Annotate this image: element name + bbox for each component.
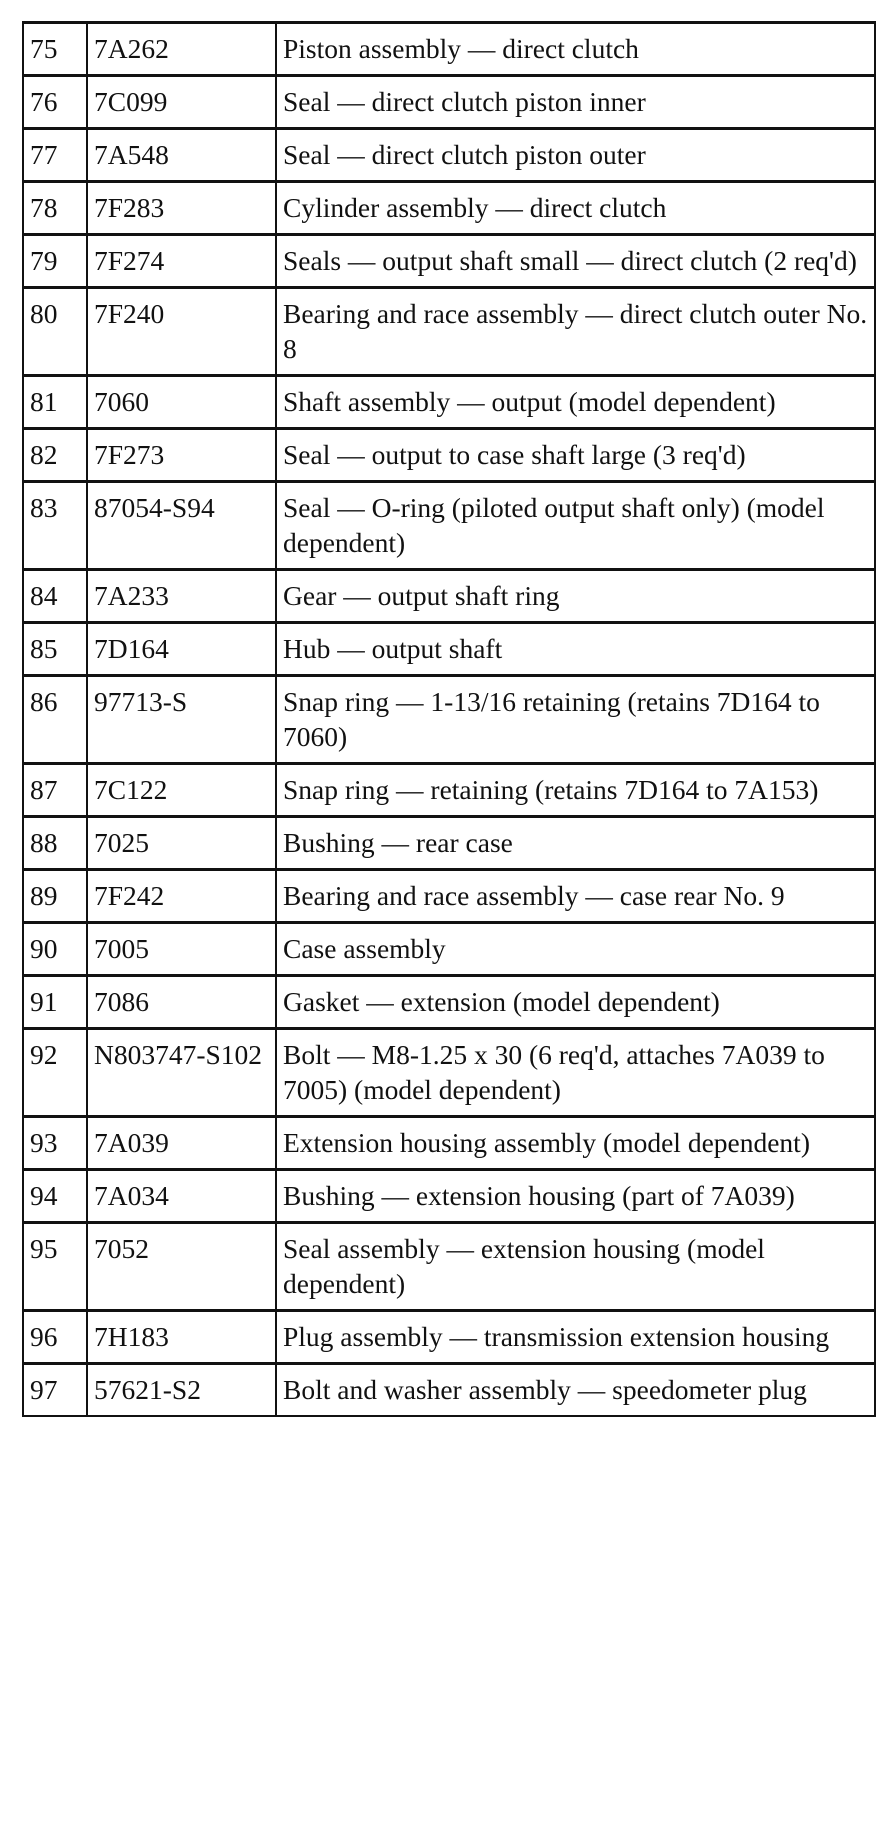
part-number: 7060 bbox=[87, 376, 276, 429]
part-description: Extension housing assembly (model dependent) bbox=[276, 1117, 875, 1170]
item-number: 82 bbox=[23, 429, 87, 482]
part-number: 7F242 bbox=[87, 870, 276, 923]
part-description: Bushing — rear case bbox=[276, 817, 875, 870]
part-description: Hub — output shaft bbox=[276, 623, 875, 676]
part-number: 7052 bbox=[87, 1223, 276, 1311]
item-number: 88 bbox=[23, 817, 87, 870]
part-description: Gasket — extension (model dependent) bbox=[276, 976, 875, 1029]
item-number: 96 bbox=[23, 1311, 87, 1364]
part-description: Bolt and washer assembly — speedometer plug bbox=[276, 1364, 875, 1417]
item-number: 83 bbox=[23, 482, 87, 570]
table-row bbox=[23, 676, 875, 764]
part-number: 97713-S bbox=[87, 676, 276, 764]
table-row bbox=[23, 429, 875, 482]
part-description: Bolt — M8-1.25 x 30 (6 req'd, attaches 7A039 to 7005) (model dependent) bbox=[276, 1029, 875, 1117]
item-number: 79 bbox=[23, 235, 87, 288]
part-description: Snap ring — 1-13/16 retaining (retains 7D164 to 7060) bbox=[276, 676, 875, 764]
part-number: 7A548 bbox=[87, 129, 276, 182]
part-number: 7D164 bbox=[87, 623, 276, 676]
item-number: 85 bbox=[23, 623, 87, 676]
part-description: Bearing and race assembly — case rear No. 9 bbox=[276, 870, 875, 923]
part-number: 7C099 bbox=[87, 76, 276, 129]
item-number: 76 bbox=[23, 76, 87, 129]
table-row bbox=[23, 623, 875, 676]
part-description: Seal — direct clutch piston inner bbox=[276, 76, 875, 129]
table-row bbox=[23, 570, 875, 623]
part-number: 7A262 bbox=[87, 23, 276, 76]
part-description: Cylinder assembly — direct clutch bbox=[276, 182, 875, 235]
table-row bbox=[23, 23, 875, 76]
table-row bbox=[23, 1223, 875, 1311]
part-description: Seal assembly — extension housing (model dependent) bbox=[276, 1223, 875, 1311]
item-number: 94 bbox=[23, 1170, 87, 1223]
part-description: Seal — O-ring (piloted output shaft only) (model dependent) bbox=[276, 482, 875, 570]
part-number: 7A039 bbox=[87, 1117, 276, 1170]
item-number: 92 bbox=[23, 1029, 87, 1117]
part-number: 7086 bbox=[87, 976, 276, 1029]
item-number: 89 bbox=[23, 870, 87, 923]
item-number: 93 bbox=[23, 1117, 87, 1170]
part-number: 7025 bbox=[87, 817, 276, 870]
item-number: 75 bbox=[23, 23, 87, 76]
table-row bbox=[23, 1311, 875, 1364]
table-row bbox=[23, 1170, 875, 1223]
part-description: Seal — output to case shaft large (3 req'd) bbox=[276, 429, 875, 482]
table-row bbox=[23, 976, 875, 1029]
item-number: 81 bbox=[23, 376, 87, 429]
table-row bbox=[23, 870, 875, 923]
part-description: Bushing — extension housing (part of 7A039) bbox=[276, 1170, 875, 1223]
parts-table bbox=[22, 21, 876, 1417]
table-row bbox=[23, 76, 875, 129]
part-number: 7F273 bbox=[87, 429, 276, 482]
item-number: 86 bbox=[23, 676, 87, 764]
part-number: 87054-S94 bbox=[87, 482, 276, 570]
table-row bbox=[23, 1364, 875, 1417]
part-number: 7F240 bbox=[87, 288, 276, 376]
part-number: 7C122 bbox=[87, 764, 276, 817]
item-number: 77 bbox=[23, 129, 87, 182]
part-description: Piston assembly — direct clutch bbox=[276, 23, 875, 76]
item-number: 95 bbox=[23, 1223, 87, 1311]
table-row bbox=[23, 182, 875, 235]
item-number: 84 bbox=[23, 570, 87, 623]
table-row bbox=[23, 129, 875, 182]
part-description: Gear — output shaft ring bbox=[276, 570, 875, 623]
part-description: Bearing and race assembly — direct clutch outer No. 8 bbox=[276, 288, 875, 376]
item-number: 80 bbox=[23, 288, 87, 376]
table-row bbox=[23, 482, 875, 570]
parts-table-body bbox=[23, 23, 875, 1417]
part-number: 7F274 bbox=[87, 235, 276, 288]
table-row bbox=[23, 235, 875, 288]
table-row bbox=[23, 817, 875, 870]
part-description: Plug assembly — transmission extension housing bbox=[276, 1311, 875, 1364]
part-description: Seals — output shaft small — direct clutch (2 req'd) bbox=[276, 235, 875, 288]
part-number: N803747-S102 bbox=[87, 1029, 276, 1117]
table-row bbox=[23, 288, 875, 376]
table-row bbox=[23, 923, 875, 976]
part-number: 7005 bbox=[87, 923, 276, 976]
part-number: 7H183 bbox=[87, 1311, 276, 1364]
table-row bbox=[23, 1029, 875, 1117]
table-row bbox=[23, 764, 875, 817]
item-number: 97 bbox=[23, 1364, 87, 1417]
part-number: 7F283 bbox=[87, 182, 276, 235]
item-number: 91 bbox=[23, 976, 87, 1029]
part-description: Snap ring — retaining (retains 7D164 to 7A153) bbox=[276, 764, 875, 817]
part-description: Seal — direct clutch piston outer bbox=[276, 129, 875, 182]
part-description: Case assembly bbox=[276, 923, 875, 976]
table-row bbox=[23, 1117, 875, 1170]
item-number: 87 bbox=[23, 764, 87, 817]
item-number: 78 bbox=[23, 182, 87, 235]
part-number: 7A233 bbox=[87, 570, 276, 623]
part-number: 7A034 bbox=[87, 1170, 276, 1223]
item-number: 90 bbox=[23, 923, 87, 976]
part-number: 57621-S2 bbox=[87, 1364, 276, 1417]
part-description: Shaft assembly — output (model dependent) bbox=[276, 376, 875, 429]
table-row bbox=[23, 376, 875, 429]
